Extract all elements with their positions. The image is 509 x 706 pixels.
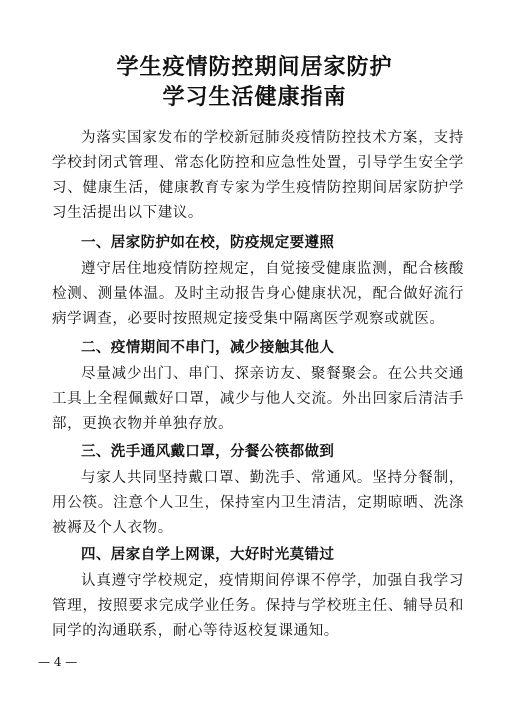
section-2-body: 尽量减少出门、串门、探亲访友、聚餐聚会。在公共交通工具上全程佩戴好口罩，减少与他人交流。外出回家后清洁手部，更换衣物并单独存放。 [52,366,464,432]
document-title-line-1: 学生疫情防控期间居家防护 [116,55,393,80]
section-4-body: 认真遵守学校规定，疫情期间停课不停学，加强自我学习管理，按照要求完成学业任务。保持与学校班主任、辅导员和同学的沟通联系，耐心等待返校复课通知。 [52,573,464,639]
document-title-line-2: 学习生活健康指南 [162,85,347,110]
page-number: — 4 — [38,655,78,669]
intro-paragraph: 为落实国家发布的学校新冠肺炎疫情防控技术方案，支持学校封闭式管理、常态化防控和应急性处置，引导学生安全学习、健康生活，健康教育专家为学生疫情防控期间居家防护学习生活提出以下建议。 [52,130,464,221]
section-4-heading: 四、居家自学上网课，大好时光莫错过 [81,547,335,563]
section-3-heading: 三、洗手通风戴口罩，分餐公筷都做到 [81,444,335,460]
section-1-heading: 一、居家防护如在校，防疫规定要遵照 [81,235,335,251]
section-2-heading: 二、疫情期间不串门，减少接触其他人 [81,340,335,356]
section-3-body: 与家人共同坚持戴口罩、勤洗手、常通风。坚持分餐制，用公筷。注意个人卫生，保持室内卫生清洁，定期晾晒、洗涤被褥及个人衣物。 [52,470,464,536]
section-1-body: 遵守居住地疫情防控规定，自觉接受健康监测，配合核酸检测、测量体温。及时主动报告身心健康状况，配合做好流行病学调查，必要时按照规定接受集中隔离医学观察或就医。 [52,261,464,327]
